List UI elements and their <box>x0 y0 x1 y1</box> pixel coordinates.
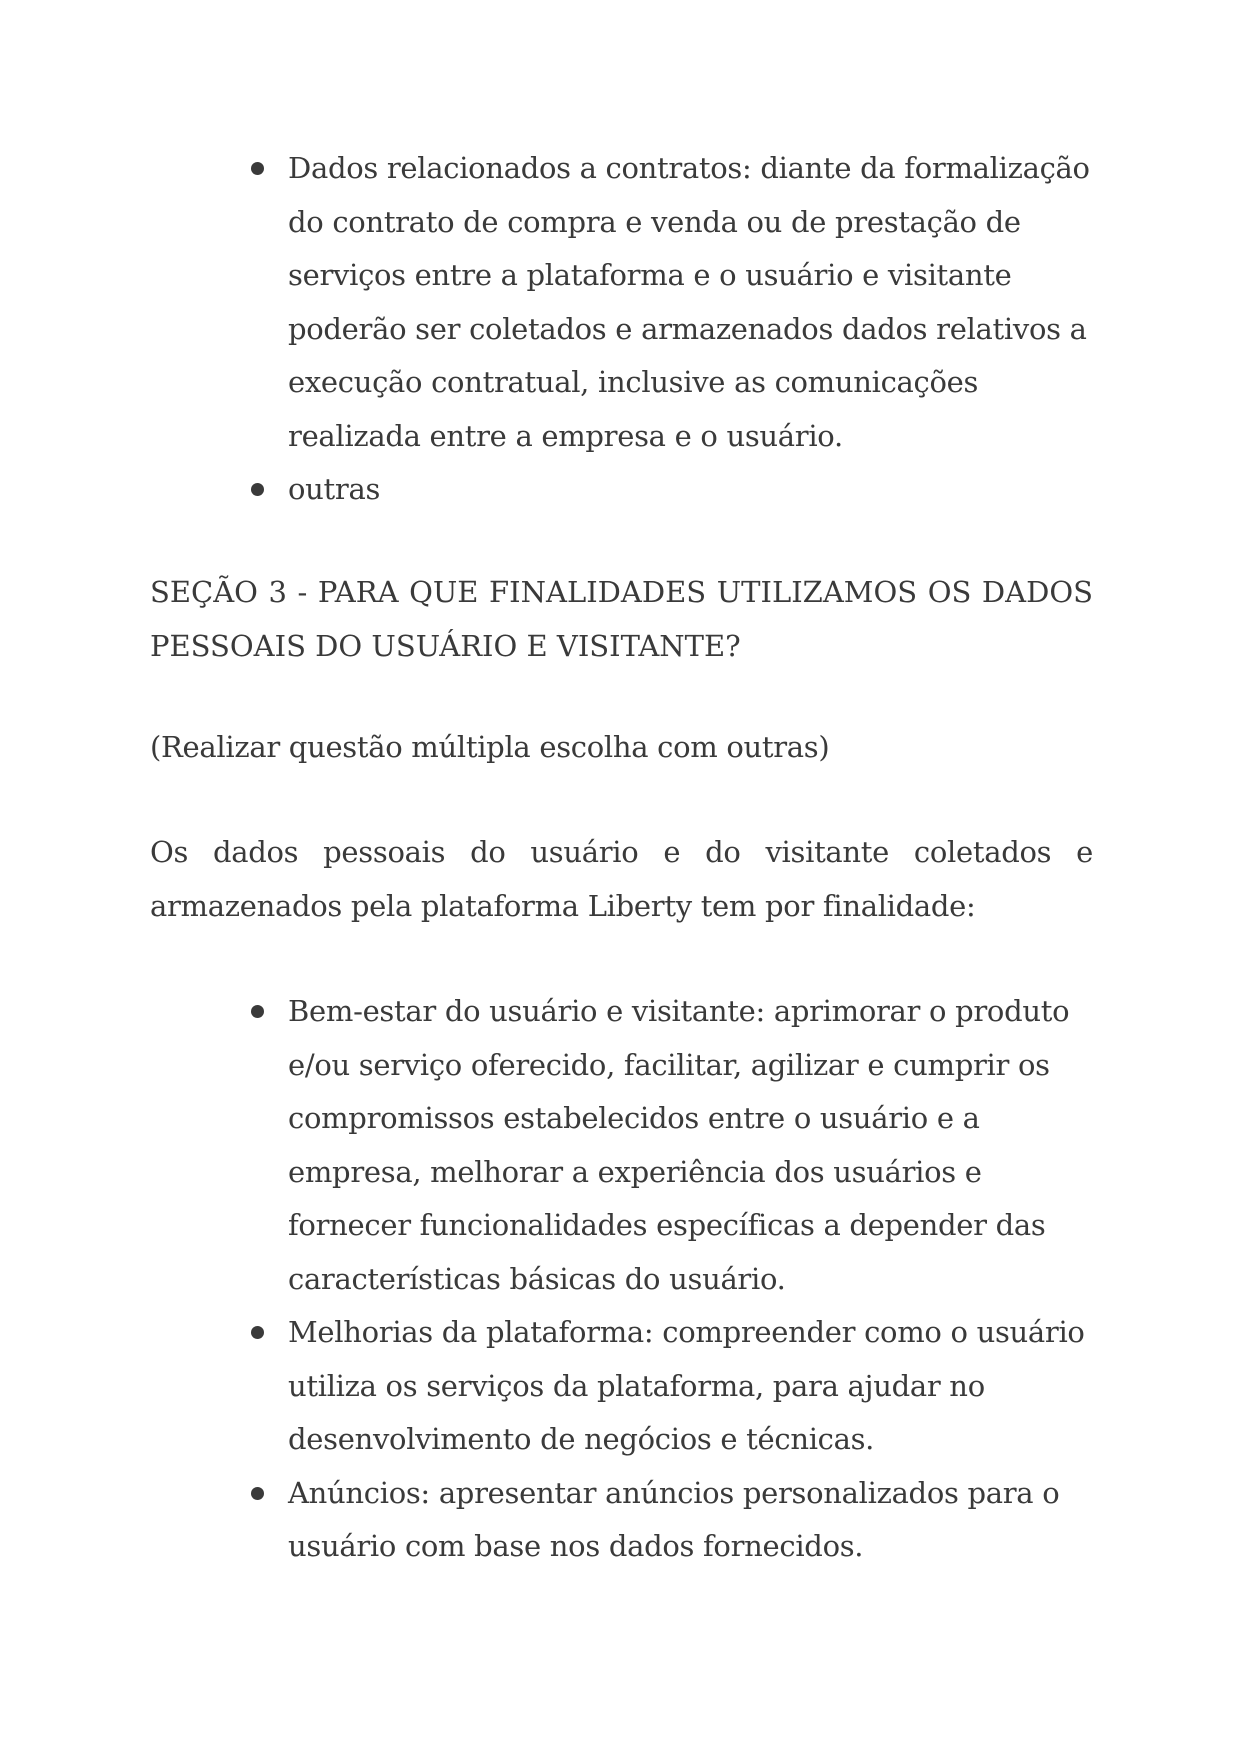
bullet-dot <box>251 1487 264 1500</box>
list-item-text: Dados relacionados a contratos: diante da formalização do contrato de compra e venda ou de prestação de serviços entre a plataforma e o usuário e visitante poderão ser coletados e armazenados dados relativos a execução contratual, inclusive as comunicações realizada entre a empresa e o usuário. <box>288 151 1090 453</box>
bullet-list-data-types <box>0 142 1242 517</box>
list-item-text: Anúncios: apresentar anúncios personalizados para o usuário com base nos dados fornecidos. <box>288 1475 1060 1563</box>
list-item-text: Melhorias da plataforma: compreender como o usuário utiliza os serviços da plataforma, para ajudar no desenvolvimento de negócios e técnicas. <box>288 1315 1085 1456</box>
bullet-dot <box>251 162 264 175</box>
section-3-heading-line-1: SEÇÃO 3 - PARA QUE FINALIDADES UTILIZAMOS OS DADOS <box>150 575 1093 609</box>
list-item <box>0 142 1242 463</box>
list-item <box>0 1467 1242 1574</box>
list-item-text: outras <box>288 472 381 506</box>
list-item-text: Bem-estar do usuário e visitante: aprimorar o produto e/ou serviço oferecido, facilitar, agilizar e cumprir os compromissos estabelecidos entre o usuário e a empresa, melhorar a experiência dos usuários e fornecer funcionalidades específicas a depender das características básicas do usuário. <box>288 994 1070 1296</box>
section-3-intro-paragraph: Os dados pessoais do usuário e do visitante coletados e armazenados pela plataforma Liberty tem por finalidade: <box>150 835 1093 923</box>
bullet-dot <box>251 1005 264 1018</box>
list-item <box>0 1306 1242 1467</box>
bullet-dot <box>251 483 264 496</box>
list-item <box>0 985 1242 1306</box>
bullet-list-purposes <box>0 985 1242 1574</box>
bullet-dot <box>251 1326 264 1339</box>
section-3-heading <box>150 566 1093 673</box>
list-item <box>0 463 1242 517</box>
section-3-heading-line-2: PESSOAIS DO USUÁRIO E VISITANTE? <box>150 628 741 663</box>
section-3-note: (Realizar questão múltipla escolha com outras) <box>150 730 830 764</box>
